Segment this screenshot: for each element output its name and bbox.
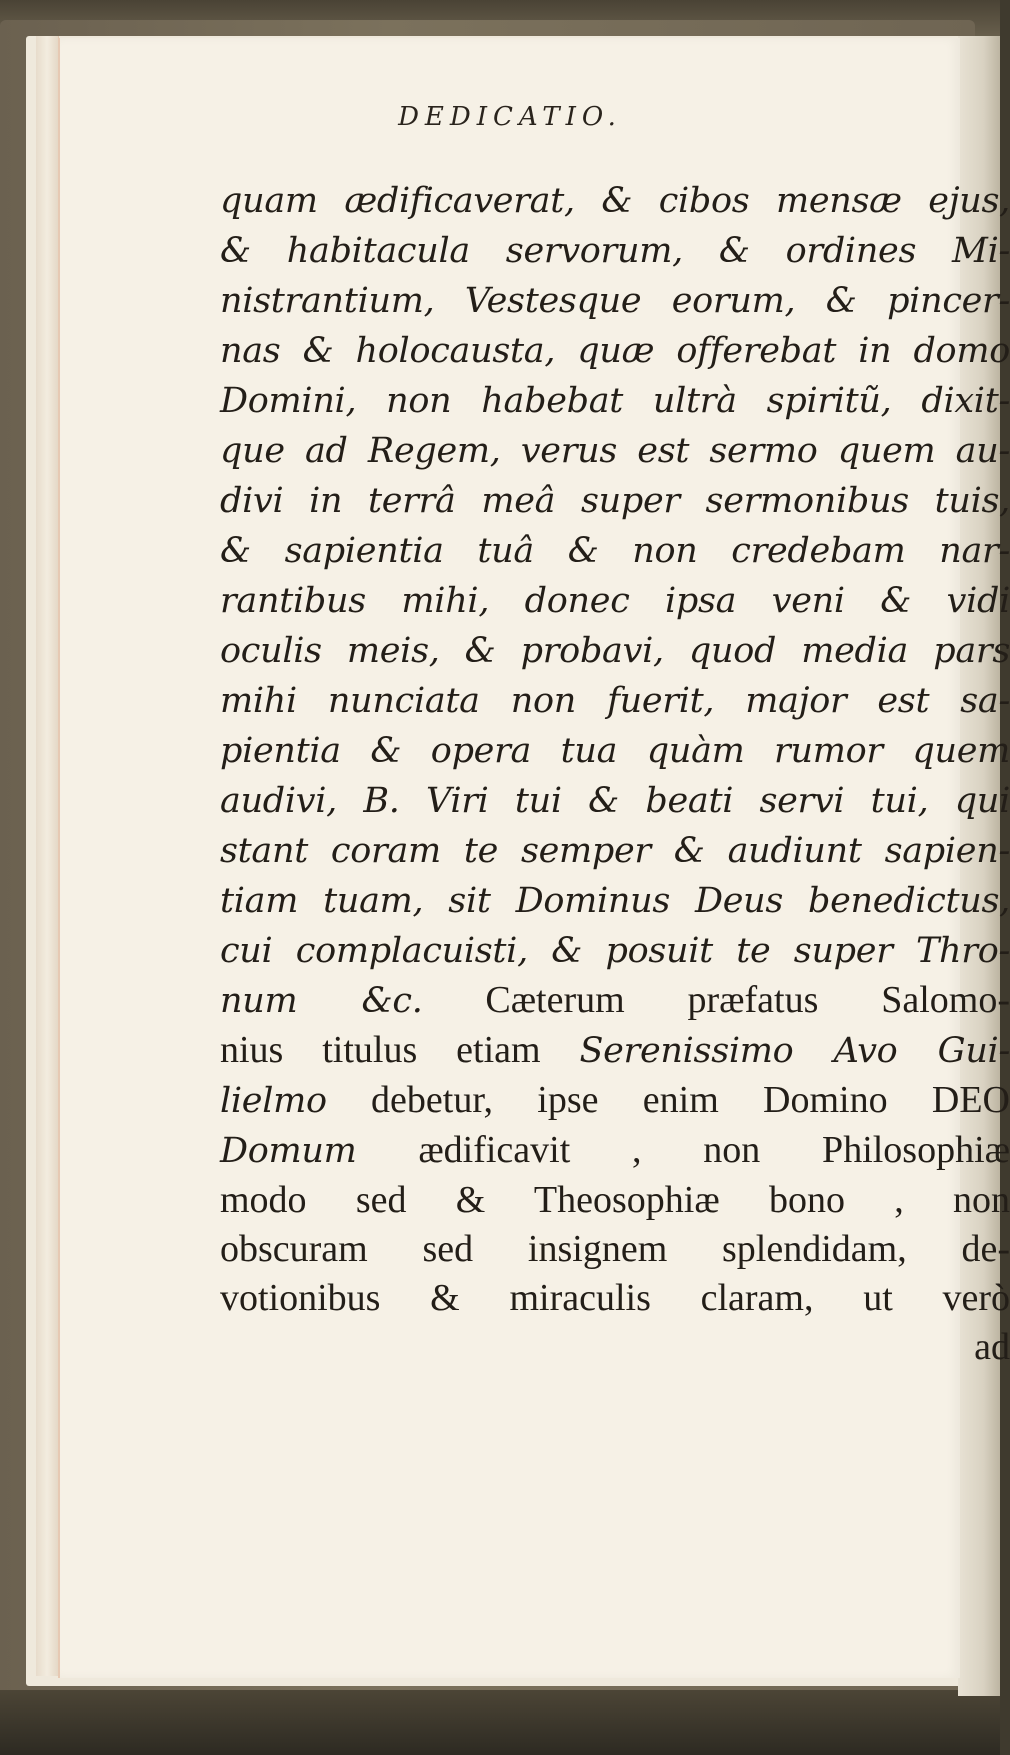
italic-text: tiam tuam, sit Dominus Deus benedictus,: [220, 881, 1010, 921]
text-line: [220, 226, 1010, 276]
italic-text: quam ædificaverat, & cibos mensæ ejus,: [220, 181, 1010, 221]
roman-text: debetur, ipse enim Domino DEO: [326, 1079, 1010, 1121]
roman-text: Cæterum præfatus Salomo-: [422, 979, 1010, 1021]
book-page: [58, 38, 1010, 1678]
text-line: [220, 1225, 1010, 1274]
italic-text: divi in terrâ meâ super sermonibus tuis,: [220, 481, 1010, 521]
text-line: [220, 976, 1010, 1026]
text-line: [220, 926, 1010, 976]
italic-text: Domum: [220, 1131, 357, 1171]
text-line: [220, 826, 1010, 876]
text-line: [220, 176, 1010, 226]
text-line: [220, 1176, 1010, 1225]
text-line: [220, 776, 1010, 826]
text-line: [220, 576, 1010, 626]
text-line: [220, 1026, 1010, 1076]
italic-text: num &c.: [220, 981, 423, 1021]
italic-text: Serenissimo Avo Gui-: [579, 1031, 1010, 1071]
italic-text: que ad Regem, verus est sermo quem au-: [220, 431, 1010, 471]
roman-text: modo sed & Theosophiæ bono , non: [220, 1179, 1010, 1221]
italic-text: lielmo: [220, 1081, 327, 1121]
catchword-text: ad: [974, 1326, 1010, 1368]
catchword: [220, 1323, 1010, 1372]
text-line: [220, 476, 1010, 526]
text-line: [220, 526, 1010, 576]
body-text: [220, 176, 1010, 1372]
italic-text: oculis meis, & probavi, quod media pars: [220, 631, 1010, 671]
italic-text: audivi, B. Viri tui & beati servi tui, qui: [220, 781, 1010, 821]
text-line: [220, 426, 1010, 476]
text-line: [220, 1076, 1010, 1126]
book-cover-bottom: [0, 1690, 1000, 1755]
text-line: [220, 1274, 1010, 1323]
text-line: [220, 1126, 1010, 1176]
page-fore-edge: [36, 36, 59, 1676]
text-line: [220, 276, 1010, 326]
roman-text: obscuram sed insignem splendidam, de-: [220, 1228, 1010, 1270]
italic-text: nas & holocausta, quæ offerebat in domo: [220, 331, 1010, 371]
running-header: DEDICATIO.: [398, 102, 622, 132]
italic-text: & habitacula servorum, & ordines Mi-: [220, 231, 1010, 271]
italic-text: pientia & opera tua quàm rumor quem: [220, 731, 1010, 771]
text-line: [220, 376, 1010, 426]
italic-text: mihi nunciata non fuerit, major est sa-: [220, 681, 1010, 721]
italic-text: stant coram te semper & audiunt sapien-: [220, 831, 1010, 871]
text-line: [220, 676, 1010, 726]
italic-text: Domini, non habebat ultrà spiritũ, dixit-: [220, 381, 1010, 421]
italic-text: rantibus mihi, donec ipsa veni & vidi: [220, 581, 1010, 621]
text-line: [220, 326, 1010, 376]
italic-text: & sapientia tuâ & non credebam nar-: [220, 531, 1010, 571]
roman-text: ædificavit , non Philosophiæ: [356, 1129, 1010, 1171]
text-line: [220, 726, 1010, 776]
italic-text: cui complacuisti, & posuit te super Thro-: [220, 931, 1010, 971]
italic-text: nistrantium, Vestesque eorum, & pincer-: [220, 281, 1010, 321]
text-line: [220, 626, 1010, 676]
roman-text: votionibus & miraculis claram, ut verò: [220, 1277, 1010, 1319]
roman-text: nius titulus etiam: [220, 1029, 580, 1071]
text-line: [220, 876, 1010, 926]
